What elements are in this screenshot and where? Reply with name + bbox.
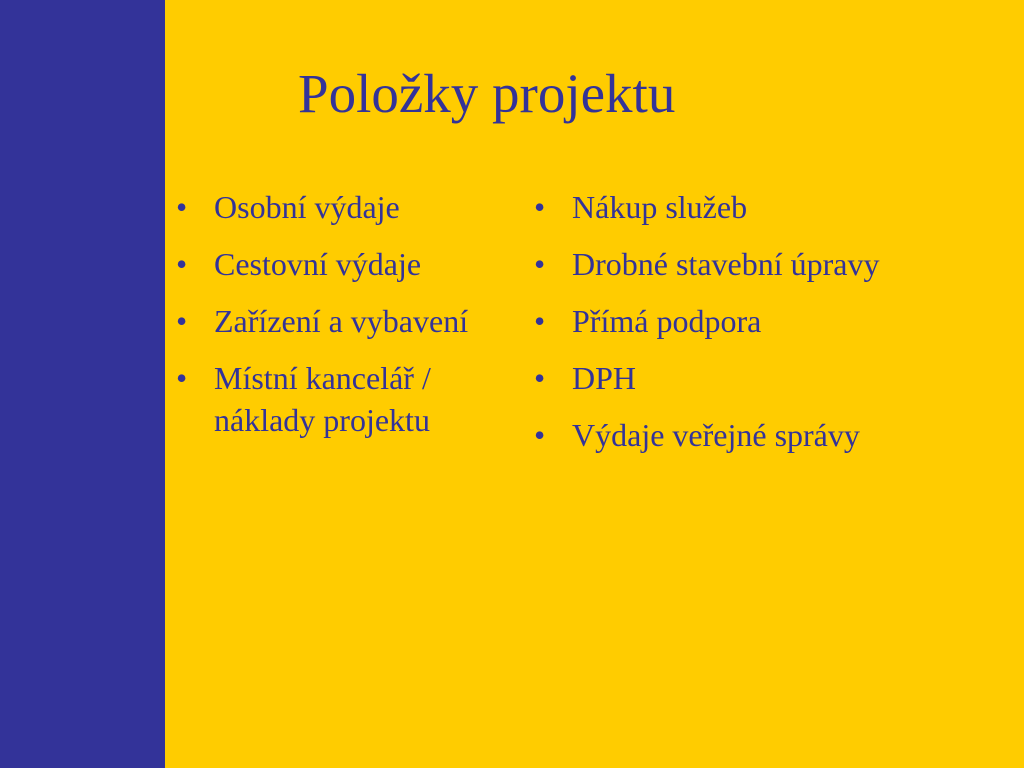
right-bullet-list	[530, 186, 970, 471]
list-item-text: Drobné stavební úpravy	[572, 246, 880, 282]
list-item-text: Místní kancelář / náklady projektu	[214, 360, 431, 438]
slide-title: Položky projektu	[298, 63, 676, 124]
left-bullet-list	[172, 186, 512, 456]
list-item	[172, 186, 512, 228]
list-item	[530, 186, 970, 228]
side-bar	[0, 0, 165, 768]
bullet-icon: •	[534, 303, 546, 339]
bullet-icon: •	[176, 303, 188, 339]
list-item-text: Zařízení a vybavení	[214, 303, 469, 339]
bullet-icon: •	[534, 189, 546, 225]
list-item	[530, 357, 970, 399]
list-item	[530, 414, 970, 456]
list-item-text: Nákup služeb	[572, 189, 748, 225]
bullet-icon: •	[176, 360, 188, 396]
bullet-icon: •	[534, 417, 546, 453]
list-item-text: Přímá podpora	[572, 303, 762, 339]
list-item-text: Výdaje veřejné správy	[572, 417, 860, 453]
bullet-icon: •	[176, 189, 188, 225]
list-item	[530, 300, 970, 342]
bullet-icon: •	[534, 246, 546, 282]
list-item	[172, 357, 512, 441]
list-item-text: Osobní výdaje	[214, 189, 400, 225]
list-item	[530, 243, 970, 285]
list-item	[172, 243, 512, 285]
list-item	[172, 300, 512, 342]
list-item-text: DPH	[572, 360, 637, 396]
list-item-text: Cestovní výdaje	[214, 246, 422, 282]
bullet-icon: •	[176, 246, 188, 282]
bullet-icon: •	[534, 360, 546, 396]
